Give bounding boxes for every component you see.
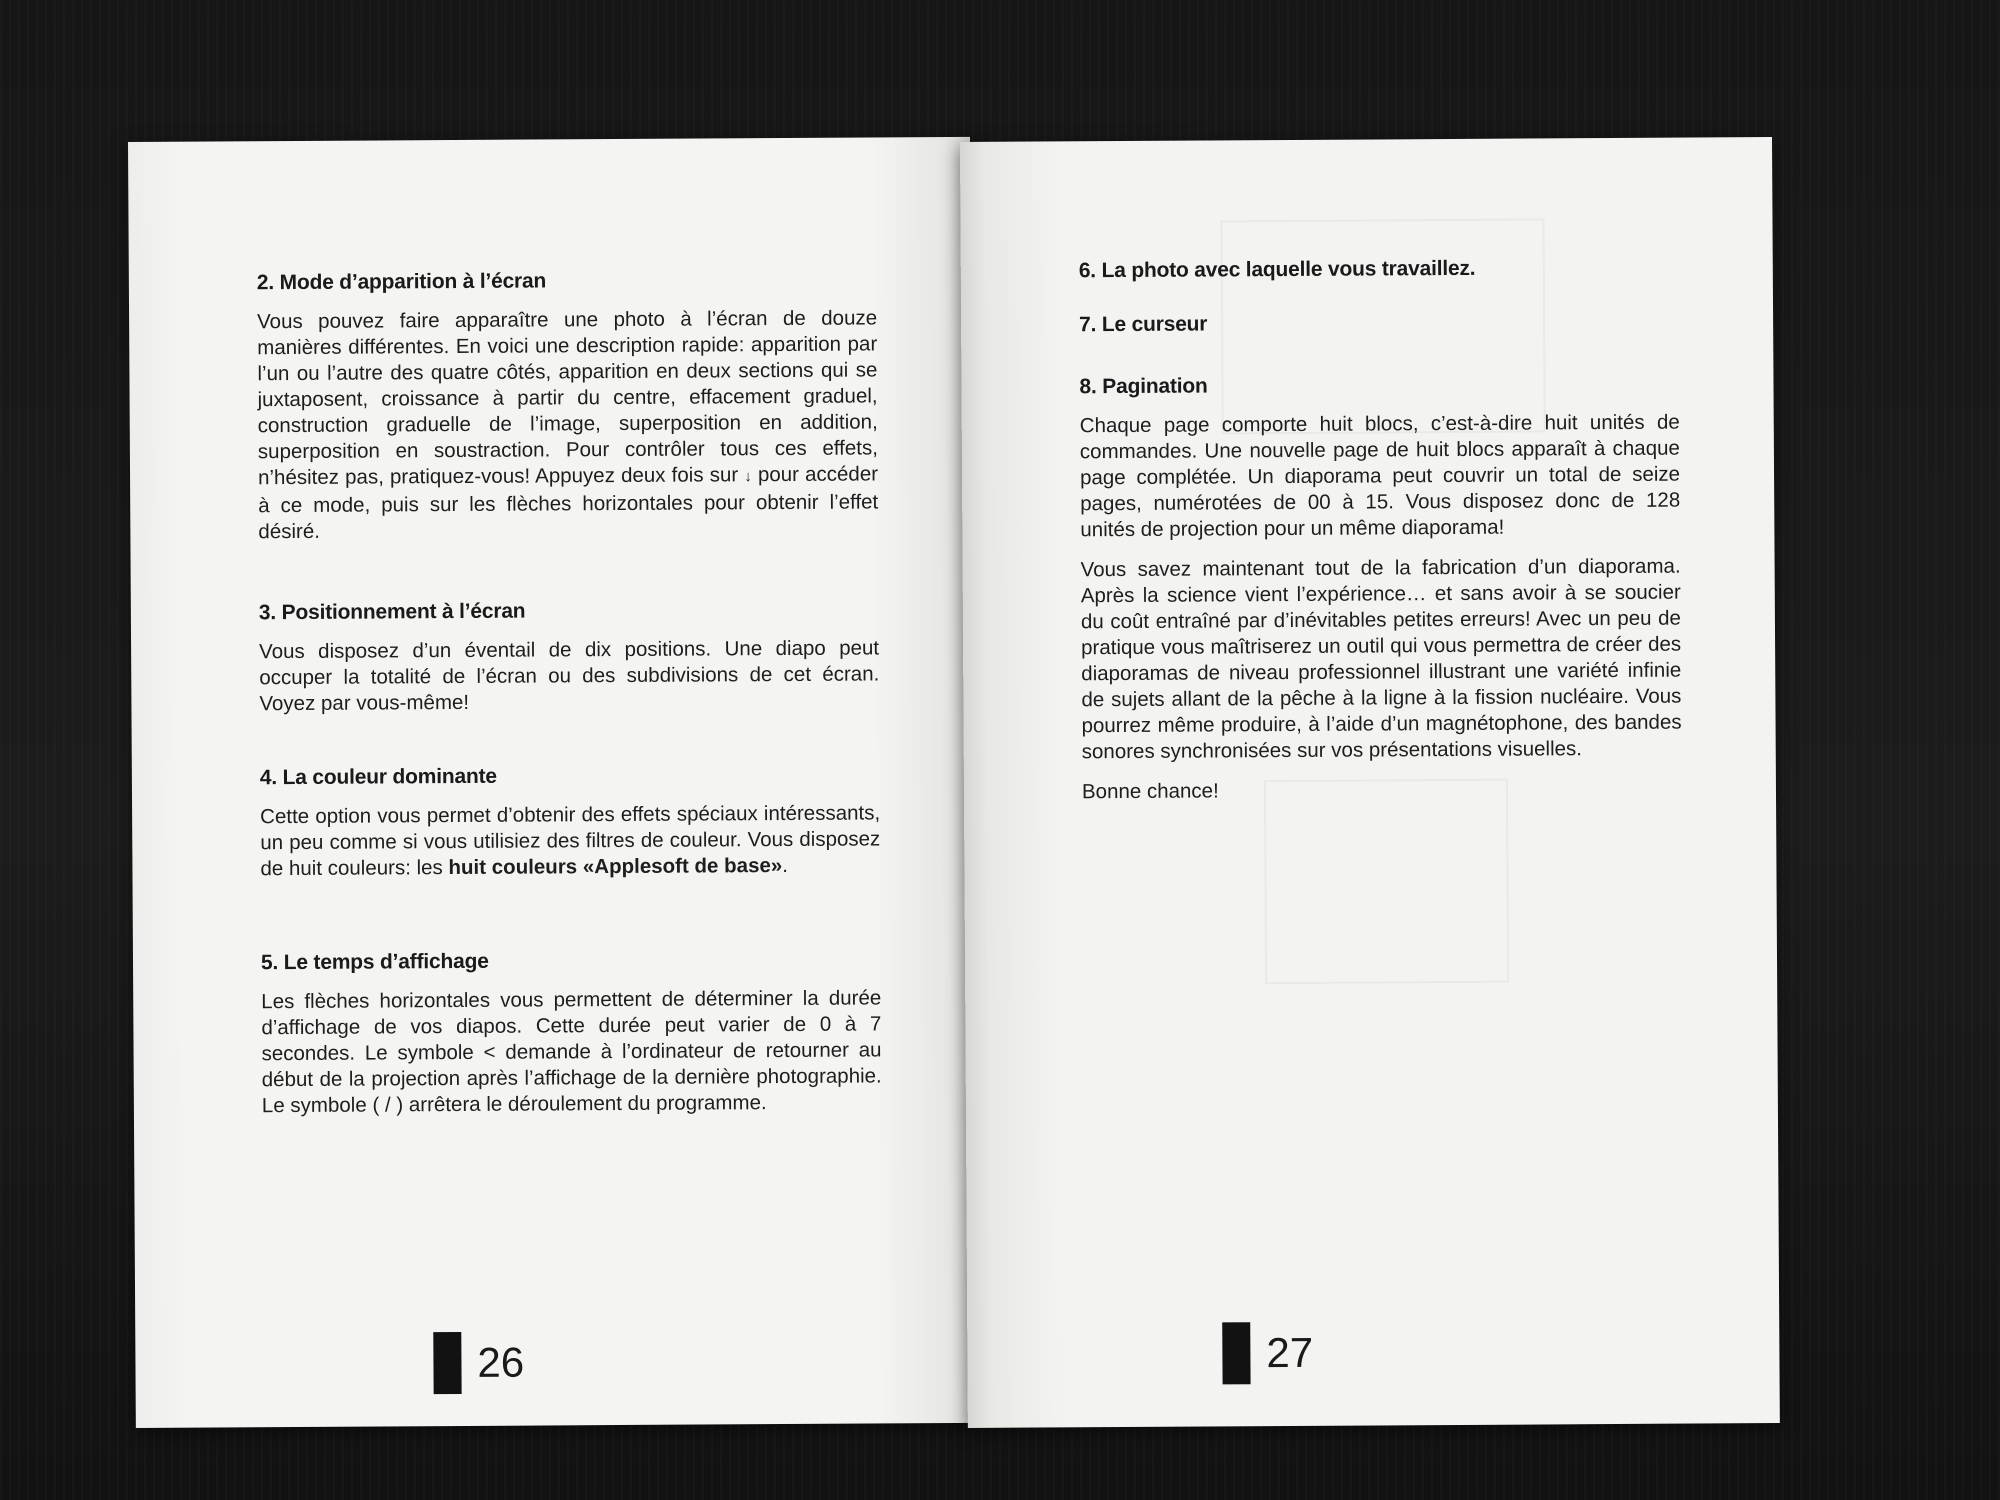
- arrow-down-icon: ↓: [744, 468, 752, 486]
- section-couleur-dominante: [260, 762, 881, 882]
- section-heading: 7. Le curseur: [1079, 312, 1208, 337]
- section-curseur: [1079, 310, 1679, 352]
- section-heading: 8. Pagination: [1079, 374, 1208, 399]
- text-part: .: [782, 853, 789, 878]
- section-mode-apparition: [257, 267, 879, 545]
- page-number: 26: [477, 1338, 525, 1386]
- section-text: [260, 800, 880, 882]
- section-text: Vous disposez d’un éventail de dix positions. Une diapo peut occuper la totalité de l’écran ou des subdivisions de cet écran. Voyez par vous-même!: [259, 636, 880, 716]
- text-part: Cette option vous permet d’obtenir des effets spéciaux intéressants, un peu comme si vous utilisiez des filtres de couleur. Vous disposez de huit couleurs: les: [260, 801, 881, 881]
- page-number: 27: [1266, 1328, 1314, 1377]
- page-marker-bar: [433, 1332, 461, 1394]
- page-footer: [433, 1332, 524, 1395]
- section-positionnement: [259, 597, 880, 717]
- section-temps-affichage: [261, 947, 882, 1119]
- section-heading: 4. La couleur dominante: [259, 764, 497, 790]
- section-heading: 6. La photo avec laquelle vous travaillez.: [1078, 256, 1476, 283]
- section-heading: 5. Le temps d’affichage: [260, 949, 489, 975]
- section-photo: [1079, 256, 1679, 298]
- page-footer: [1222, 1322, 1313, 1385]
- text-part: Vous pouvez faire apparaître une photo à l’écran de douze manières différentes. En voici une description rapide: apparition par l’un ou l’autre des quatre côtés, apparition en deux sections qui se juxtaposent, croissance à partir du centre, effacement graduel, construction graduelle de l’image, superposition en addition, superposition en soustraction. Pour contrôler tous ces effets, n’hésitez pas, pratiquez-vous! Appuyez deux fois sur: [257, 306, 878, 490]
- text-part: pour accéder à ce mode, puis sur les flèches horizontales pour obtenir l’effet désiré.: [258, 462, 879, 544]
- section-text: Vous savez maintenant tout de la fabrication d’un diaporama. Après la science vient l’expérience… et sans avoir à se soucier du coût entraîné par d’inévitables petites erreurs! Avec un peu de pratique vous maîtriserez un outil qui vous permettra de créer des diaporamas de niveau professionnel illustrant une variété infinie de sujets allant de la pêche à la ligne à la fission nucléaire. Vous pourrez même produire, à l’aide d’un magnétophone, des bandes sonores synchronisées sur vos présentations visuelles.: [1080, 554, 1682, 764]
- page-marker-bar: [1222, 1322, 1250, 1384]
- section-heading: 2. Mode d’apparition à l’écran: [256, 269, 547, 295]
- section-text: [257, 305, 878, 545]
- section-text: Chaque page comporte huit blocs, c’est-à-dire huit unités de commandes. Une nouvelle page de huit blocs apparaît à chaque page complétée. Un diaporama peut couvrir un total de seize pages, numérotées de 00 à 15. Vous disposez donc de 128 unités de projection pour un même diaporama!: [1079, 410, 1681, 542]
- right-page: [960, 137, 1780, 1428]
- closing-text: Bonne chance!: [1081, 779, 1219, 804]
- section-heading: 3. Positionnement à l’écran: [258, 599, 526, 625]
- section-text: Les flèches horizontales vous permettent de déterminer la durée d’affichage de vos diapos. Cette durée peut varier de 0 à 7 secondes. Le symbole < demande à l’ordinateur de retourner au début de la projection après l’affichage de la dernière photographie. Le symbole ( / ) arrêtera le déroulement du programme.: [261, 986, 882, 1118]
- section-pagination: [1079, 372, 1682, 806]
- show-through-frame: [1264, 779, 1509, 984]
- left-page: [128, 137, 978, 1428]
- text-part-bold: huit couleurs «Applesoft de base»: [448, 854, 783, 880]
